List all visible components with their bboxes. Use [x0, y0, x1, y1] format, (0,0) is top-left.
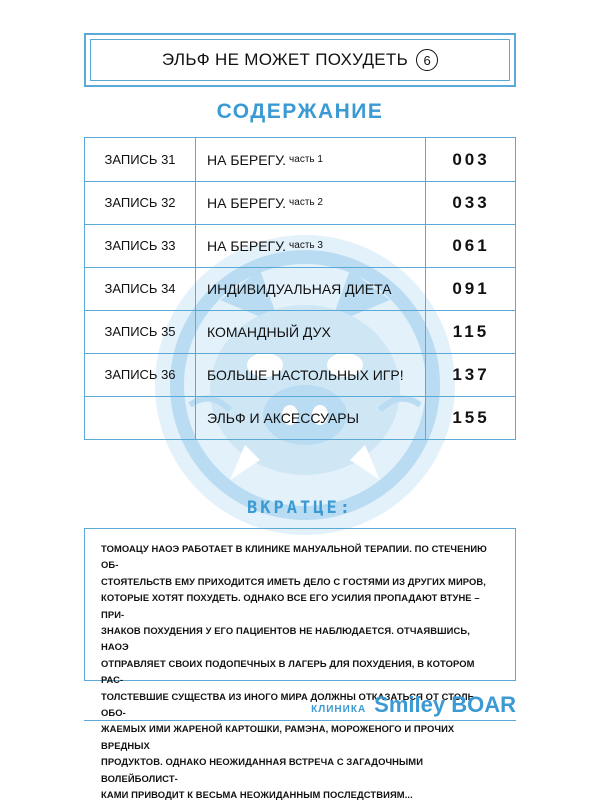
summary-line: ЗНАКОВ ПОХУДЕНИЯ У ЕГО ПАЦИЕНТОВ НЕ НАБЛЮДАЕТСЯ. ОТЧАЯВШИСЬ, НАОЭ [101, 625, 470, 653]
toc-page: 155 [425, 396, 516, 439]
toc-row[interactable] [85, 267, 515, 311]
toc-title-text: НА БЕРЕГУ. [207, 194, 287, 211]
summary-line: ЖАЕМЫХ ИМИ ЖАРЕНОЙ КАРТОШКИ, РАМЭНА, МОРОЖЕНОГО И ПРОЧИХ ВРЕДНЫХ [101, 723, 455, 751]
summary-line: ОТПРАВЛЯЕТ СВОИХ ПОДОПЕЧНЫХ В ЛАГЕРЬ ДЛЯ ПОХУДЕНИЯ, В КОТОРОМ РАС- [101, 657, 475, 686]
summary-text [101, 541, 499, 804]
toc-part: часть 2 [289, 197, 323, 208]
volume-number-badge: 6 [416, 49, 438, 71]
toc-record: ЗАПИСЬ 36 [85, 353, 196, 396]
toc-record: ЗАПИСЬ 35 [85, 310, 196, 353]
summary-line: ТОМОАЦУ НАОЭ РАБОТАЕТ В КЛИНИКЕ МАНУАЛЬНОЙ ТЕРАПИИ. ПО СТЕЧЕНИЮ ОБ- [101, 543, 487, 571]
toc-row[interactable] [85, 224, 515, 268]
footer-divider [84, 720, 516, 721]
summary-line: ПРОДУКТОВ. ОДНАКО НЕОЖИДАННАЯ ВСТРЕЧА С ЗАГАДОЧНЫМИ ВОЛЕЙБОЛИСТ- [101, 756, 424, 784]
toc-part: часть 3 [289, 240, 323, 251]
toc-page: 137 [425, 353, 516, 396]
summary-line: КАМИ ПРИВОДИТ К ВЕСЬМА НЕОЖИДАННЫМ ПОСЛЕДСТВИЯМ... [101, 789, 413, 801]
toc-title-text: НА БЕРЕГУ. [207, 151, 287, 168]
clinic-prefix: КЛИНИКА [311, 704, 367, 715]
book-title-inner [90, 39, 510, 81]
toc-record [85, 396, 196, 439]
book-title: ЭЛЬФ НЕ МОЖЕТ ПОХУДЕТЬ [161, 50, 409, 69]
toc-record: ЗАПИСЬ 32 [85, 181, 196, 224]
toc-row[interactable] [85, 310, 515, 354]
clinic-logo-text [311, 692, 516, 718]
toc-title-text: НА БЕРЕГУ. [207, 237, 287, 254]
toc-record: ЗАПИСЬ 33 [85, 224, 196, 267]
table-of-contents [84, 137, 516, 440]
toc-page: 003 [425, 138, 516, 181]
toc-page: 033 [425, 181, 516, 224]
clinic-name: Smiley BOAR [374, 692, 516, 717]
summary-heading: ВКРАТЦЕ: [247, 498, 353, 518]
contents-heading: СОДЕРЖАНИЕ [216, 100, 384, 123]
toc-row[interactable] [85, 396, 515, 439]
book-title-box [84, 33, 516, 87]
summary-line: КОТОРЫЕ ХОТЯТ ПОХУДЕТЬ. ОДНАКО ВСЕ ЕГО УСИЛИЯ ПРОПАДАЮТ ВТУНЕ – ПРИ- [101, 592, 480, 620]
toc-page: 091 [425, 267, 516, 310]
toc-page: 115 [425, 310, 516, 353]
toc-title-text: ЭЛЬФ И АКСЕССУАРЫ [207, 409, 360, 426]
toc-row[interactable] [85, 353, 515, 397]
toc-title-text: БОЛЬШЕ НАСТОЛЬНЫХ ИГР! [207, 366, 404, 383]
summary-line: ТОЛСТЕВШИЕ СУЩЕСТВА ИЗ ИНОГО МИРА ДОЛЖНЫ ОТКАЗАТЬСЯ ОТ СТОЛЬ ОБО- [101, 690, 475, 719]
toc-record: ЗАПИСЬ 31 [85, 138, 196, 181]
toc-row[interactable] [85, 138, 515, 182]
toc-row[interactable] [85, 181, 515, 225]
toc-part: часть 1 [289, 154, 323, 165]
toc-record: ЗАПИСЬ 34 [85, 267, 196, 310]
summary-line: СТОЯТЕЛЬСТВ ЕМУ ПРИХОДИТСЯ ИМЕТЬ ДЕЛО С ГОСТЯМИ ИЗ ДРУГИХ МИРОВ, [101, 575, 486, 587]
toc-title-text: ИНДИВИДУАЛЬНАЯ ДИЕТА [207, 280, 392, 297]
toc-title-text: КОМАНДНЫЙ ДУХ [207, 323, 331, 340]
toc-page: 061 [425, 224, 516, 267]
